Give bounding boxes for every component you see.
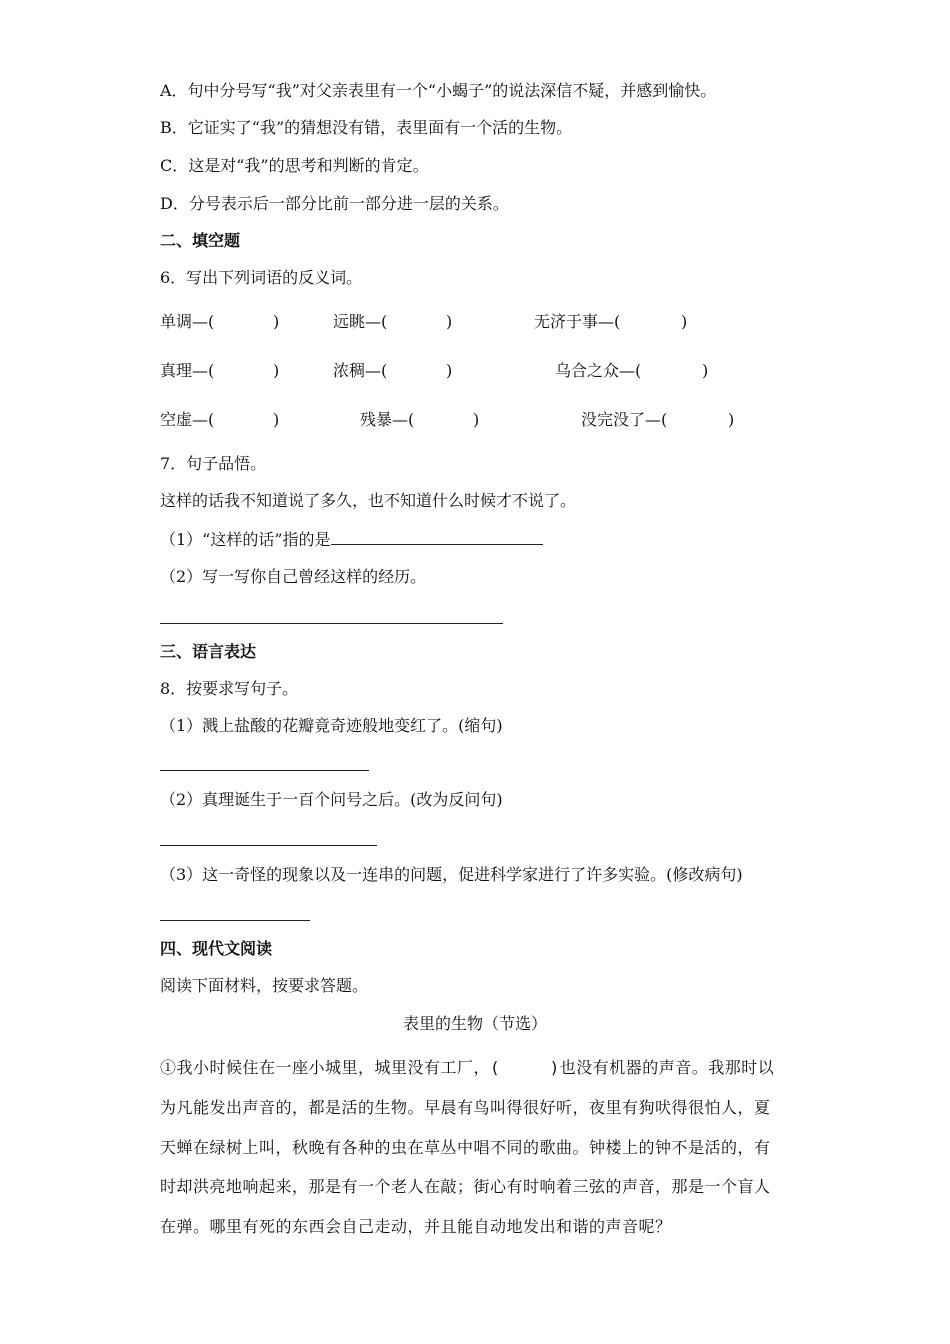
antonym-close-paren: )	[273, 312, 280, 331]
option-d: D．分号表示后一部分比前一部分进一层的关系。	[160, 194, 509, 213]
option-b: B．它证实了“我”的猜想没有错，表里面有一个活的生物。	[160, 118, 573, 137]
antonym-word: 空虚—(	[160, 410, 215, 429]
antonym-close-paren: )	[473, 410, 480, 429]
antonym-close-paren: )	[702, 361, 709, 380]
passage-line: 天蝉在绿树上叫，秋晚有各种的虫在草丛中唱不同的歌曲。钟楼上的钟不是活的，有	[160, 1138, 771, 1157]
question-7-sentence: 这样的话我不知道说了多久，也不知道什么时候才不说了。	[160, 491, 577, 510]
antonym-word: 单调—(	[160, 312, 215, 331]
answer-line[interactable]	[160, 845, 377, 846]
antonym-word: 残暴—(	[360, 410, 415, 429]
answer-line[interactable]	[160, 623, 503, 624]
antonym-word: 没完没了—(	[581, 410, 668, 429]
antonym-word: 乌合之众—(	[555, 361, 642, 380]
question-6: 6．写出下列词语的反义词。	[160, 268, 363, 287]
antonym-close-paren: )	[446, 312, 453, 331]
antonym-word: 无济于事—(	[534, 312, 621, 331]
question-7-part-1	[160, 530, 543, 550]
question-8: 8．按要求写句子。	[160, 679, 299, 698]
passage-title: 表里的生物（节选）	[402, 1014, 547, 1033]
antonym-close-paren: )	[681, 312, 688, 331]
passage-line: 在弹。哪里有死的东西会自己走动，并且能自动地发出和谐的声音呢？	[160, 1217, 672, 1236]
antonym-close-paren: )	[273, 410, 280, 429]
antonym-word: 真理—(	[160, 361, 215, 380]
question-8-part-2: （2）真理诞生于一百个问号之后。(改为反问句)	[160, 790, 503, 809]
question-8-part-3: （3）这一奇怪的现象以及一连串的问题，促进科学家进行了许多实验。(修改病句)	[160, 865, 743, 884]
answer-blank[interactable]	[331, 530, 543, 545]
passage-line: 时却洪亮地响起来，那是有一个老人在敲；街心有时响着三弦的声音，那是一个盲人	[160, 1177, 771, 1196]
reading-intro: 阅读下面材料，按要求答题。	[160, 976, 369, 995]
section-heading-language-expression: 三、语言表达	[160, 642, 257, 661]
section-heading-reading: 四、现代文阅读	[160, 939, 273, 958]
antonym-word: 浓稠—(	[333, 361, 388, 380]
antonym-close-paren: )	[273, 361, 280, 380]
antonym-close-paren: )	[728, 410, 735, 429]
option-a: A．句中分号写“我”对父亲表里有一个“小蝎子”的说法深信不疑，并感到愉快。	[160, 81, 717, 100]
question-7-part-1-text: （1）“这样的话”指的是	[160, 530, 331, 549]
question-7-part-2: （2）写一写你自己曾经这样的经历。	[160, 567, 427, 586]
question-8-part-1: （1）溅上盐酸的花瓣竟奇迹般地变红了。(缩句)	[160, 716, 503, 735]
option-c: C．这是对“我”的思考和判断的肯定。	[160, 156, 429, 175]
passage-line: ①我小时候住在一座小城里，城里没有工厂，( )也没有机器的声音。我那时以	[160, 1058, 775, 1077]
section-heading-fill-in: 二、填空题	[160, 231, 241, 250]
answer-line[interactable]	[160, 770, 369, 771]
antonym-close-paren: )	[446, 361, 453, 380]
passage-line: 为凡能发出声音的，都是活的生物。早晨有鸟叫得很好听，夜里有狗吠得很怕人，夏	[160, 1098, 771, 1117]
antonym-word: 远眺—(	[333, 312, 388, 331]
answer-line[interactable]	[160, 920, 310, 921]
question-7: 7．句子品悟。	[160, 454, 267, 473]
